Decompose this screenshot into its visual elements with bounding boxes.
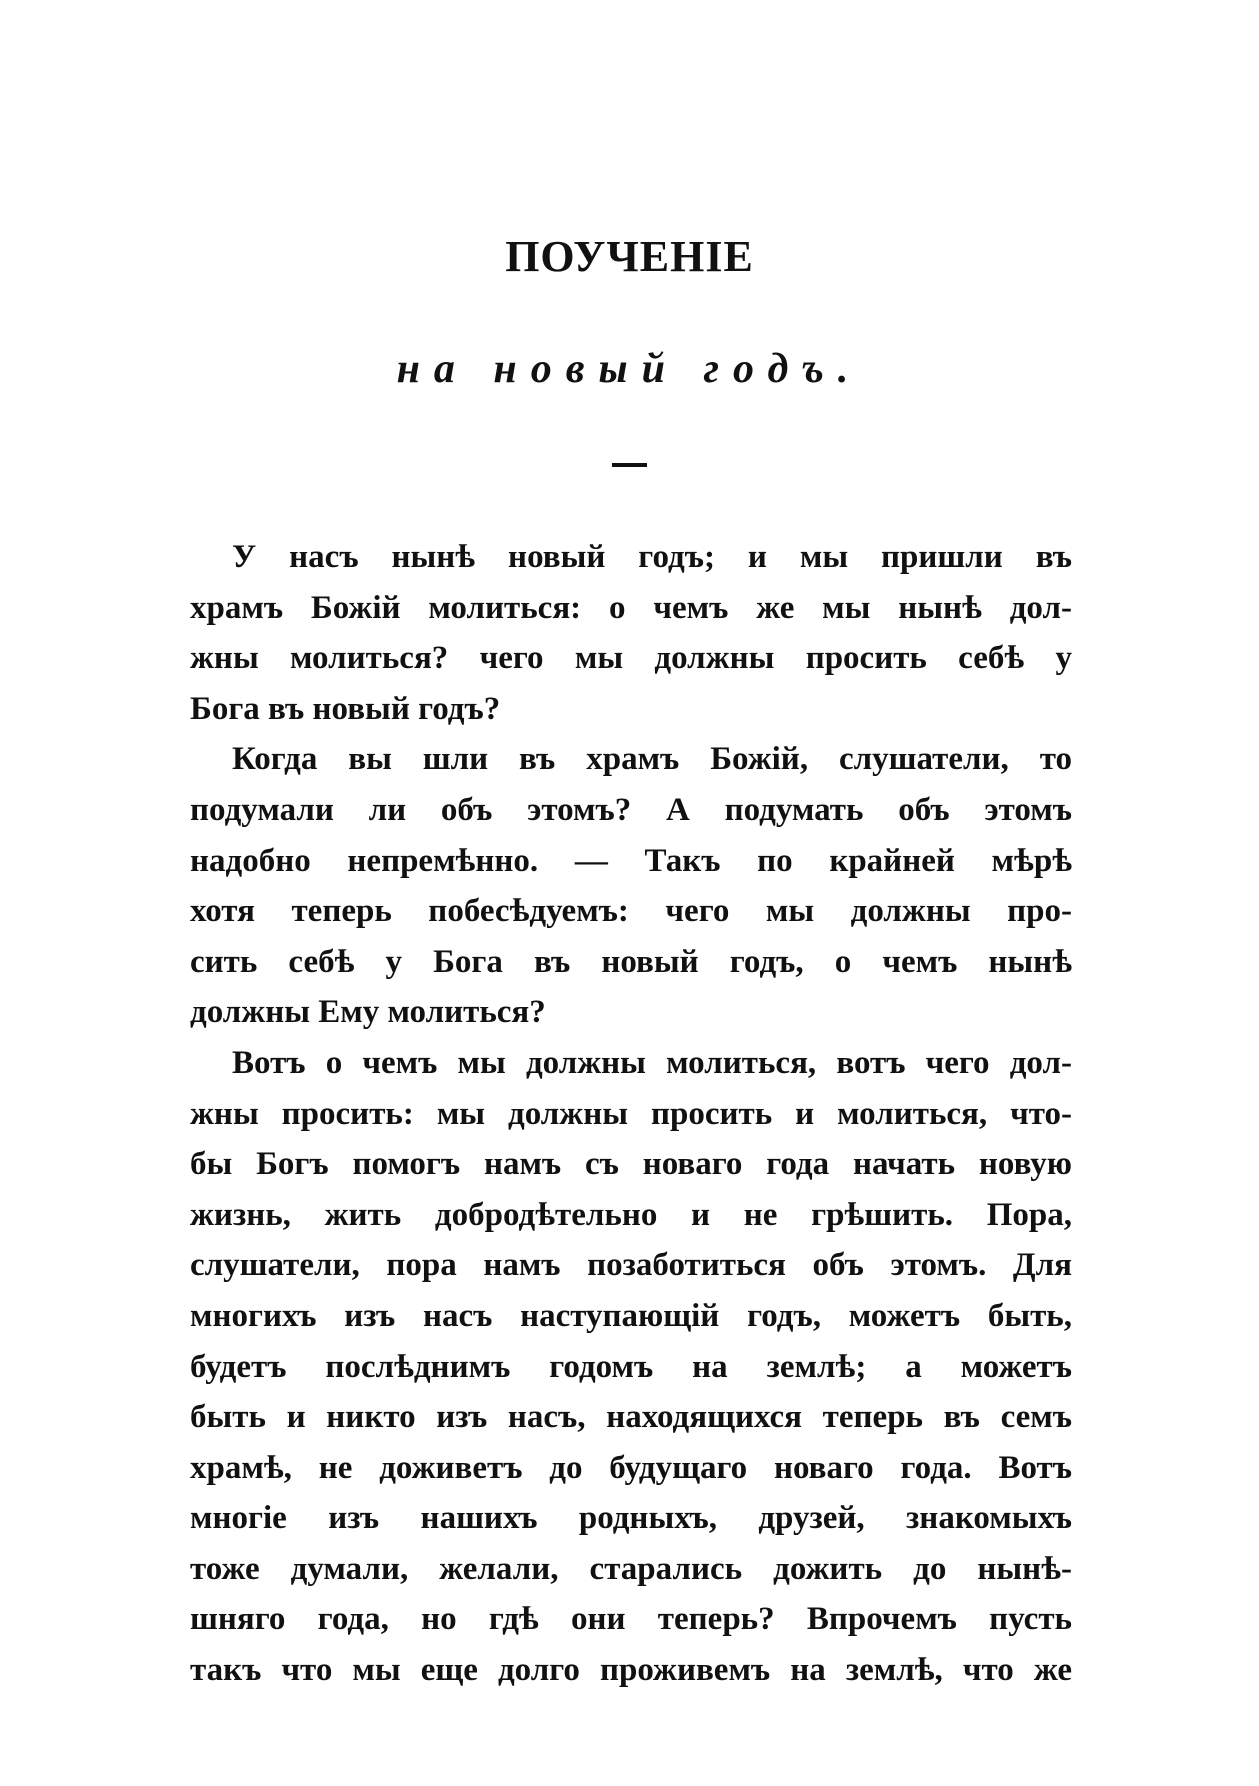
text-line: Вотъ о чемъ мы должны молиться, вотъ чего дол- xyxy=(232,1044,1072,1081)
text-line: должны Ему молиться? xyxy=(190,994,546,1031)
text-line: шняго года, но гдѣ они теперь? Впрочемъ пусть xyxy=(190,1601,1072,1638)
body-text xyxy=(190,532,1072,1696)
text-line: жизнь, жить добродѣтельно и не грѣшить. Пора, xyxy=(190,1196,1072,1233)
text-line: храмъ Божій молиться: о чемъ же мы нынѣ дол- xyxy=(190,589,1072,626)
text-line: многихъ изъ насъ наступающій годъ, можетъ быть, xyxy=(190,1297,1072,1334)
text-line: бы Богъ помогъ намъ съ новаго года начать новую xyxy=(190,1146,1072,1183)
page-title: ПОУЧЕНІЕ xyxy=(505,232,754,281)
separator-rule xyxy=(612,463,647,467)
text-line: хотя теперь побесѣдуемъ: чего мы должны про- xyxy=(190,893,1072,930)
text-line: тоже думали, желали, старались дожить до нынѣ- xyxy=(190,1550,1072,1587)
text-line: жны молиться? чего мы должны просить себѣ у xyxy=(190,640,1072,677)
text-line: Бога въ новый годъ? xyxy=(190,690,501,727)
text-line: жны просить: мы должны просить и молиться, что- xyxy=(190,1095,1072,1132)
text-line: быть и никто изъ насъ, находящихся теперь въ семъ xyxy=(190,1399,1072,1436)
text-line: будетъ послѣднимъ годомъ на землѣ; а можетъ xyxy=(190,1348,1072,1385)
text-line: многіе изъ нашихъ родныхъ, друзей, знакомыхъ xyxy=(190,1500,1072,1537)
text-line: подумали ли объ этомъ? А подумать объ этомъ xyxy=(190,791,1072,828)
text-line: сить себѣ у Бога въ новый годъ, о чемъ нынѣ xyxy=(190,943,1072,980)
text-line: У насъ нынѣ новый годъ; и мы пришли въ xyxy=(232,539,1072,575)
text-line: слушатели, пора намъ позаботиться объ этомъ. Для xyxy=(190,1247,1072,1284)
text-line: храмѣ, не доживетъ до будущаго новаго года. Вотъ xyxy=(190,1449,1072,1486)
text-line: такъ что мы еще долго проживемъ на землѣ, что же xyxy=(190,1652,1072,1689)
page-subtitle: на новый годъ. xyxy=(396,346,863,392)
text-line: надобно непремѣнно. — Такъ по крайней мѣрѣ xyxy=(190,842,1072,879)
text-line: Когда вы шли въ храмъ Божій, слушатели, то xyxy=(232,741,1072,778)
